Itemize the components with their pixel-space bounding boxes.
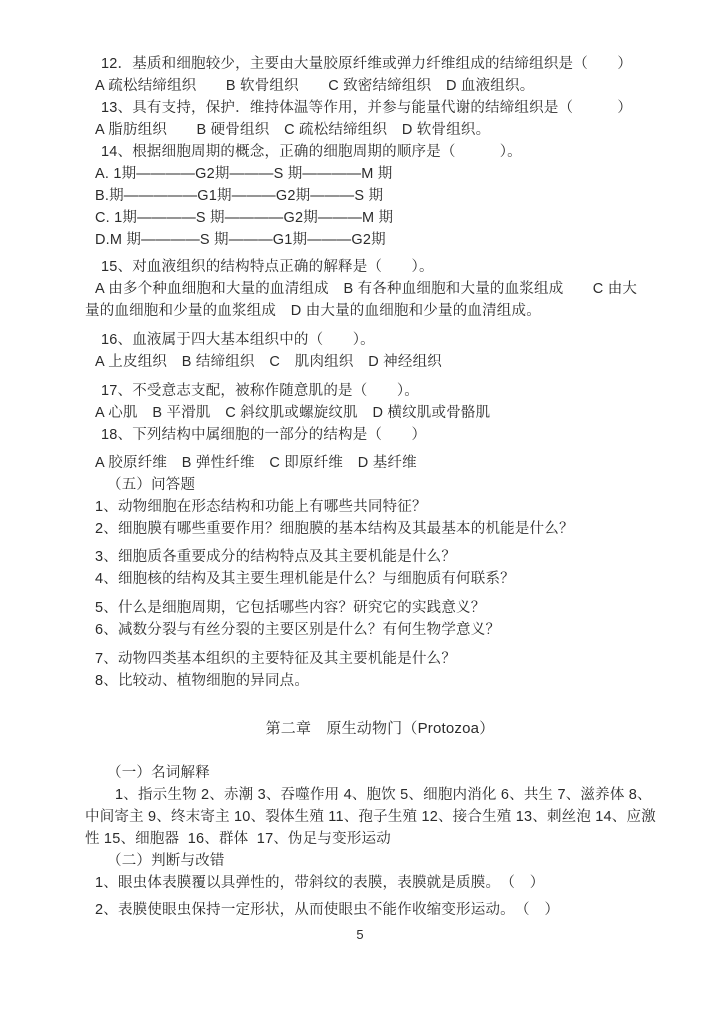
essay-question-8: 8、比较动、植物细胞的异同点。 (95, 673, 310, 689)
question-16: 16、血液属于四大基本组织中的（ ）。 (101, 332, 375, 348)
question-15: 15、对血液组织的结构特点正确的解释是（ ）。 (101, 259, 434, 275)
question-14-option-b: B.期—————G1期———G2期———S 期 (95, 188, 384, 204)
essay-question-4: 4、细胞核的结构及其主要生理机能是什么？与细胞质有何联系？ (95, 571, 515, 587)
question-13: 13、具有支持，保护．维持体温等作用，并参与能量代谢的结缔组织是（ ） (101, 100, 633, 116)
question-17-options: A 心肌 B 平滑肌 C 斜纹肌或螺旋纹肌 D 横纹肌或骨骼肌 (95, 405, 491, 421)
section-heading-judge-correct: （二）判断与改错 (107, 853, 225, 869)
page-number: 5 (356, 927, 364, 942)
question-12-options: A 疏松结缔组织 B 软骨组织 C 致密结缔组织 D 血液组织。 (95, 78, 535, 94)
term-list-line-2: 中间寄主 9、终末寄主 10、裂体生殖 11、孢子生殖 12、接合生殖 13、刺丝泡 14、应激 (85, 809, 656, 825)
question-17: 17、不受意志支配，被称作随意肌的是（ ）。 (101, 383, 419, 399)
essay-question-2: 2、细胞膜有哪些重要作用？细胞膜的基本结构及其最基本的机能是什么？ (95, 521, 574, 537)
essay-question-6: 6、减数分裂与有丝分裂的主要区别是什么？有何生物学意义？ (95, 622, 501, 638)
question-18: 18、下列结构中属细胞的一部分的结构是（ ） (101, 427, 427, 443)
question-14-option-a: A. 1期————G2期———S 期————M 期 (95, 166, 393, 182)
essay-question-1: 1、动物细胞在形态结构和功能上有哪些共同特征？ (95, 499, 427, 515)
question-14: 14、根据细胞周期的概念，正确的细胞周期的顺序是（ ）。 (101, 144, 522, 160)
question-15-options-line-1: A 由多个种血细胞和大量的血清组成 B 有各种血细胞和大量的血浆组成 C 由大 (95, 281, 638, 297)
section-heading-essay-questions: （五）问答题 (107, 477, 196, 493)
question-13-options: A 脂肪组织 B 硬骨组织 C 疏松结缔组织 D 软骨组织。 (95, 122, 491, 138)
question-18-options: A 胶原纤维 B 弹性纤维 C 即原纤维 D 基纤维 (95, 455, 417, 471)
essay-question-3: 3、细胞质各重要成分的结构特点及其主要机能是什么？ (95, 549, 457, 565)
question-14-option-d: D.M 期————S 期———G1期———G2期 (95, 232, 386, 248)
question-14-option-c: C. 1期————S 期————G2期———M 期 (95, 210, 394, 226)
question-12: 12．基质和细胞较少，主要由大量胶原纤维或弹力纤维组成的结缔组织是（ ） (101, 56, 633, 72)
chapter-heading: 第二章 原生动物门（Protozoa） (265, 720, 495, 737)
essay-question-7: 7、动物四类基本组织的主要特征及其主要机能是什么？ (95, 651, 457, 667)
term-list-line-1: 1、指示生物 2、赤潮 3、吞噬作用 4、胞饮 5、细胞内消化 6、共生 7、滋养体 8、 (115, 787, 652, 803)
essay-question-5: 5、什么是细胞周期，它包括哪些内容？研究它的实践意义？ (95, 600, 486, 616)
term-list-line-3: 性 15、细胞器 16、群体 17、伪足与变形运动 (85, 831, 391, 847)
document-body (85, 53, 675, 921)
section-heading-term-explanation: （一）名词解释 (107, 765, 210, 781)
question-16-options: A 上皮组织 B 结缔组织 C 肌肉组织 D 神经组织 (95, 354, 442, 370)
question-15-options-line-2: 量的血细胞和少量的血浆组成 D 由大量的血细胞和少量的血清组成。 (85, 303, 541, 319)
judge-question-2: 2、表膜使眼虫保持一定形状，从而使眼虫不能作收缩变形运动。 （ ） (95, 902, 560, 918)
judge-question-1: 1、眼虫体表膜覆以具弹性的，带斜纹的表膜，表膜就是质膜。 （ ） (95, 875, 545, 891)
